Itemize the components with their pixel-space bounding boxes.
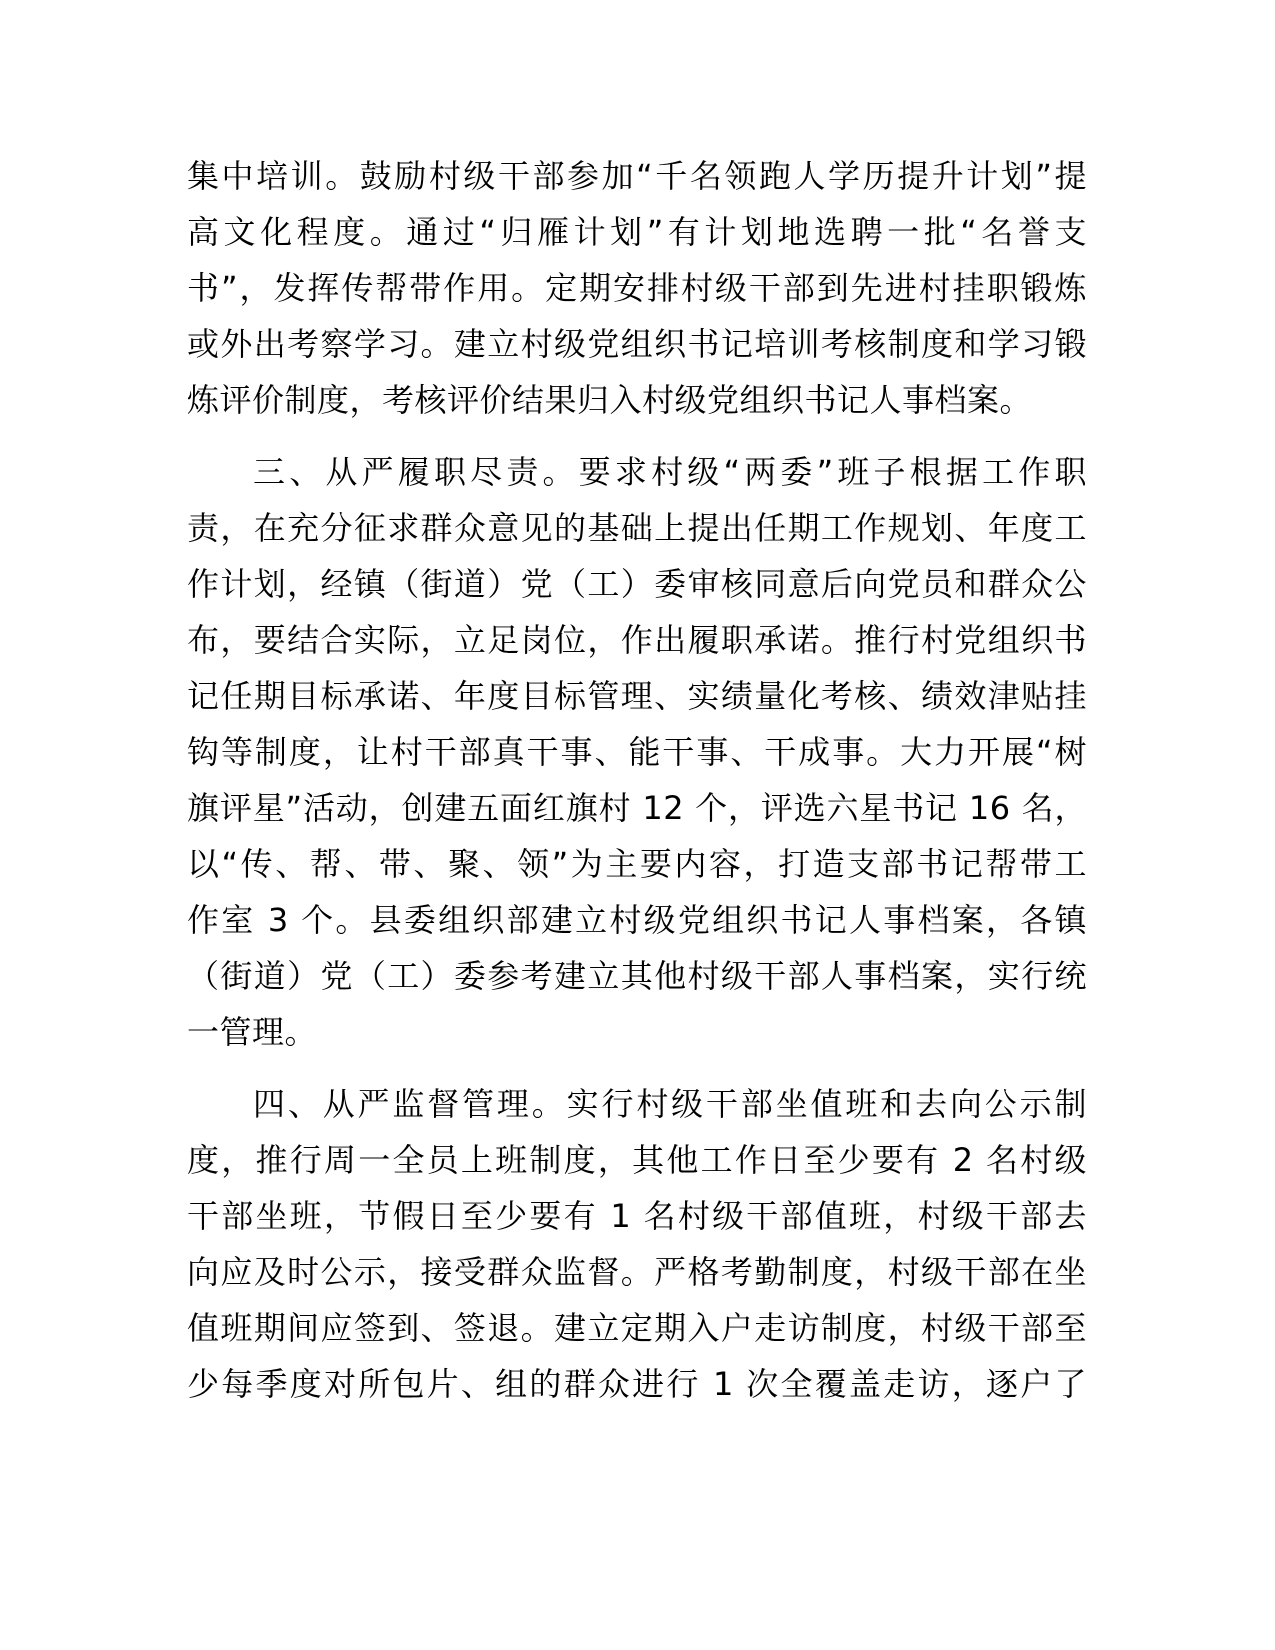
text-line: 值班期间应签到、签退。建立定期入户走访制度，村级干部至 — [187, 1309, 1087, 1347]
text-line: 一管理。 — [187, 1013, 318, 1051]
text-line: 书”，发挥传帮带作用。定期安排村级干部到先进村挂职锻炼 — [187, 269, 1087, 307]
paragraph-heading-line: 四、从严监督管理。实行村级干部坐值班和去向公示制 — [253, 1085, 1087, 1123]
text-line: 炼评价制度，考核评价结果归入村级党组织书记人事档案。 — [187, 381, 1033, 419]
text-line: （街道）党（工）委参考建立其他村级干部人事档案，实行统 — [187, 957, 1087, 995]
text-line: 集中培训。鼓励村级干部参加“千名领跑人学历提升计划”提 — [187, 157, 1087, 195]
text-line: 高文化程度。通过“归雁计划”有计划地选聘一批“名誉支 — [187, 213, 1087, 251]
text-line: 少每季度对所包片、组的群众进行 1 次全覆盖走访，逐户了 — [187, 1365, 1087, 1403]
text-line: 旗评星”活动，创建五面红旗村 12 个，评选六星书记 16 名， — [187, 789, 1087, 827]
text-line: 干部坐班，节假日至少要有 1 名村级干部值班，村级干部去 — [187, 1197, 1087, 1235]
text-line: 责，在充分征求群众意见的基础上提出任期工作规划、年度工 — [187, 509, 1087, 547]
text-line: 以“传、帮、带、聚、领”为主要内容，打造支部书记帮带工 — [187, 845, 1087, 883]
text-line: 度，推行周一全员上班制度，其他工作日至少要有 2 名村级 — [187, 1141, 1087, 1179]
text-line: 向应及时公示，接受群众监督。严格考勤制度，村级干部在坐 — [187, 1253, 1087, 1291]
paragraph-heading-line: 三、从严履职尽责。要求村级“两委”班子根据工作职 — [253, 453, 1087, 491]
text-line: 记任期目标承诺、年度目标管理、实绩量化考核、绩效津贴挂 — [187, 677, 1087, 715]
text-line: 或外出考察学习。建立村级党组织书记培训考核制度和学习锻 — [187, 325, 1087, 363]
text-line: 作计划，经镇（街道）党（工）委审核同意后向党员和群众公 — [187, 565, 1087, 603]
text-line: 布，要结合实际，立足岗位，作出履职承诺。推行村党组织书 — [187, 621, 1087, 659]
text-line: 作室 3 个。县委组织部建立村级党组织书记人事档案，各镇 — [187, 901, 1087, 939]
text-line: 钩等制度，让村干部真干事、能干事、干成事。大力开展“树 — [187, 733, 1087, 771]
